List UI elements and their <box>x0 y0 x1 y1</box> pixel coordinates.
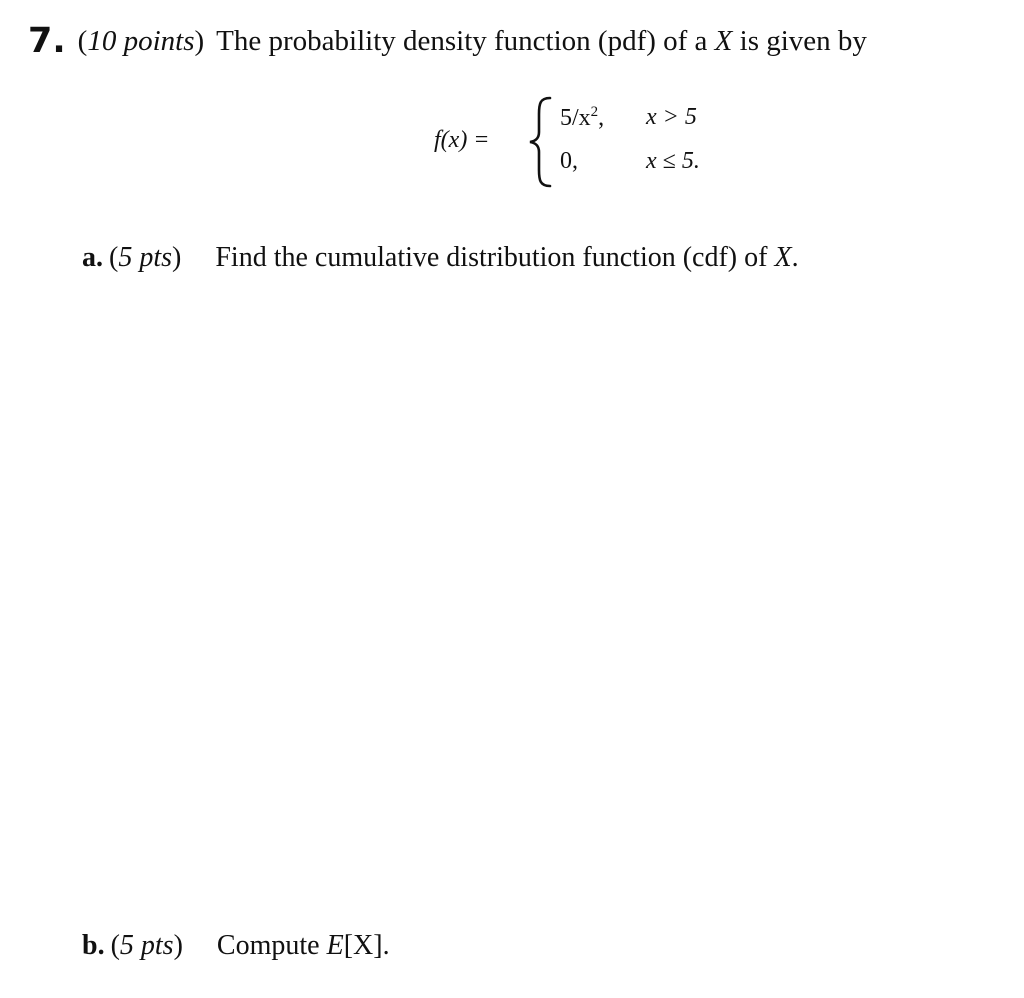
case2-value: 0, <box>560 148 578 174</box>
part-b-paren-close: ) <box>173 930 183 961</box>
case1-condition: x > 5 <box>646 104 697 130</box>
part-b-points: 5 pts <box>119 930 174 961</box>
points-close-paren: ) <box>194 25 205 57</box>
pdf-equation <box>434 96 754 188</box>
problem-header <box>28 21 867 61</box>
part-a-points: 5 pts <box>118 242 173 273</box>
part-b-paren-open: ( <box>110 930 120 961</box>
case1-exponent: 2 <box>590 104 599 120</box>
part-b-text-suffix: [X]. <box>343 930 390 961</box>
part-b-label: b. <box>82 930 105 961</box>
answer-space-part-a <box>82 290 982 910</box>
part-a-variable: X <box>774 242 792 273</box>
case1-value: $5/x^2$, <box>560 104 605 131</box>
part-a-paren-close: ) <box>172 242 182 273</box>
part-a-text-suffix: . <box>791 242 799 273</box>
problem-statement-suffix: is given by <box>732 25 867 57</box>
problem-number: 7. <box>28 21 66 61</box>
points-open-paren: ( <box>77 25 88 57</box>
left-brace-icon <box>526 94 556 190</box>
problem-statement-variable: X <box>714 25 733 57</box>
part-a-text-prefix: Find the cumulative distribution function (cdf) of <box>215 242 775 273</box>
part-a-paren-open: ( <box>109 242 119 273</box>
part-a-label: a. <box>82 242 103 273</box>
problem-statement-prefix: The probability density function (pdf) of a <box>216 25 715 57</box>
part-a <box>82 244 799 272</box>
part-b-text-prefix: Compute <box>216 930 327 961</box>
equation-lhs: f(x) = <box>434 127 490 153</box>
case2-condition: x ≤ 5. <box>646 148 700 174</box>
part-b <box>82 932 390 960</box>
problem-points: 10 points <box>87 25 195 57</box>
part-b-variable: E <box>326 930 344 961</box>
